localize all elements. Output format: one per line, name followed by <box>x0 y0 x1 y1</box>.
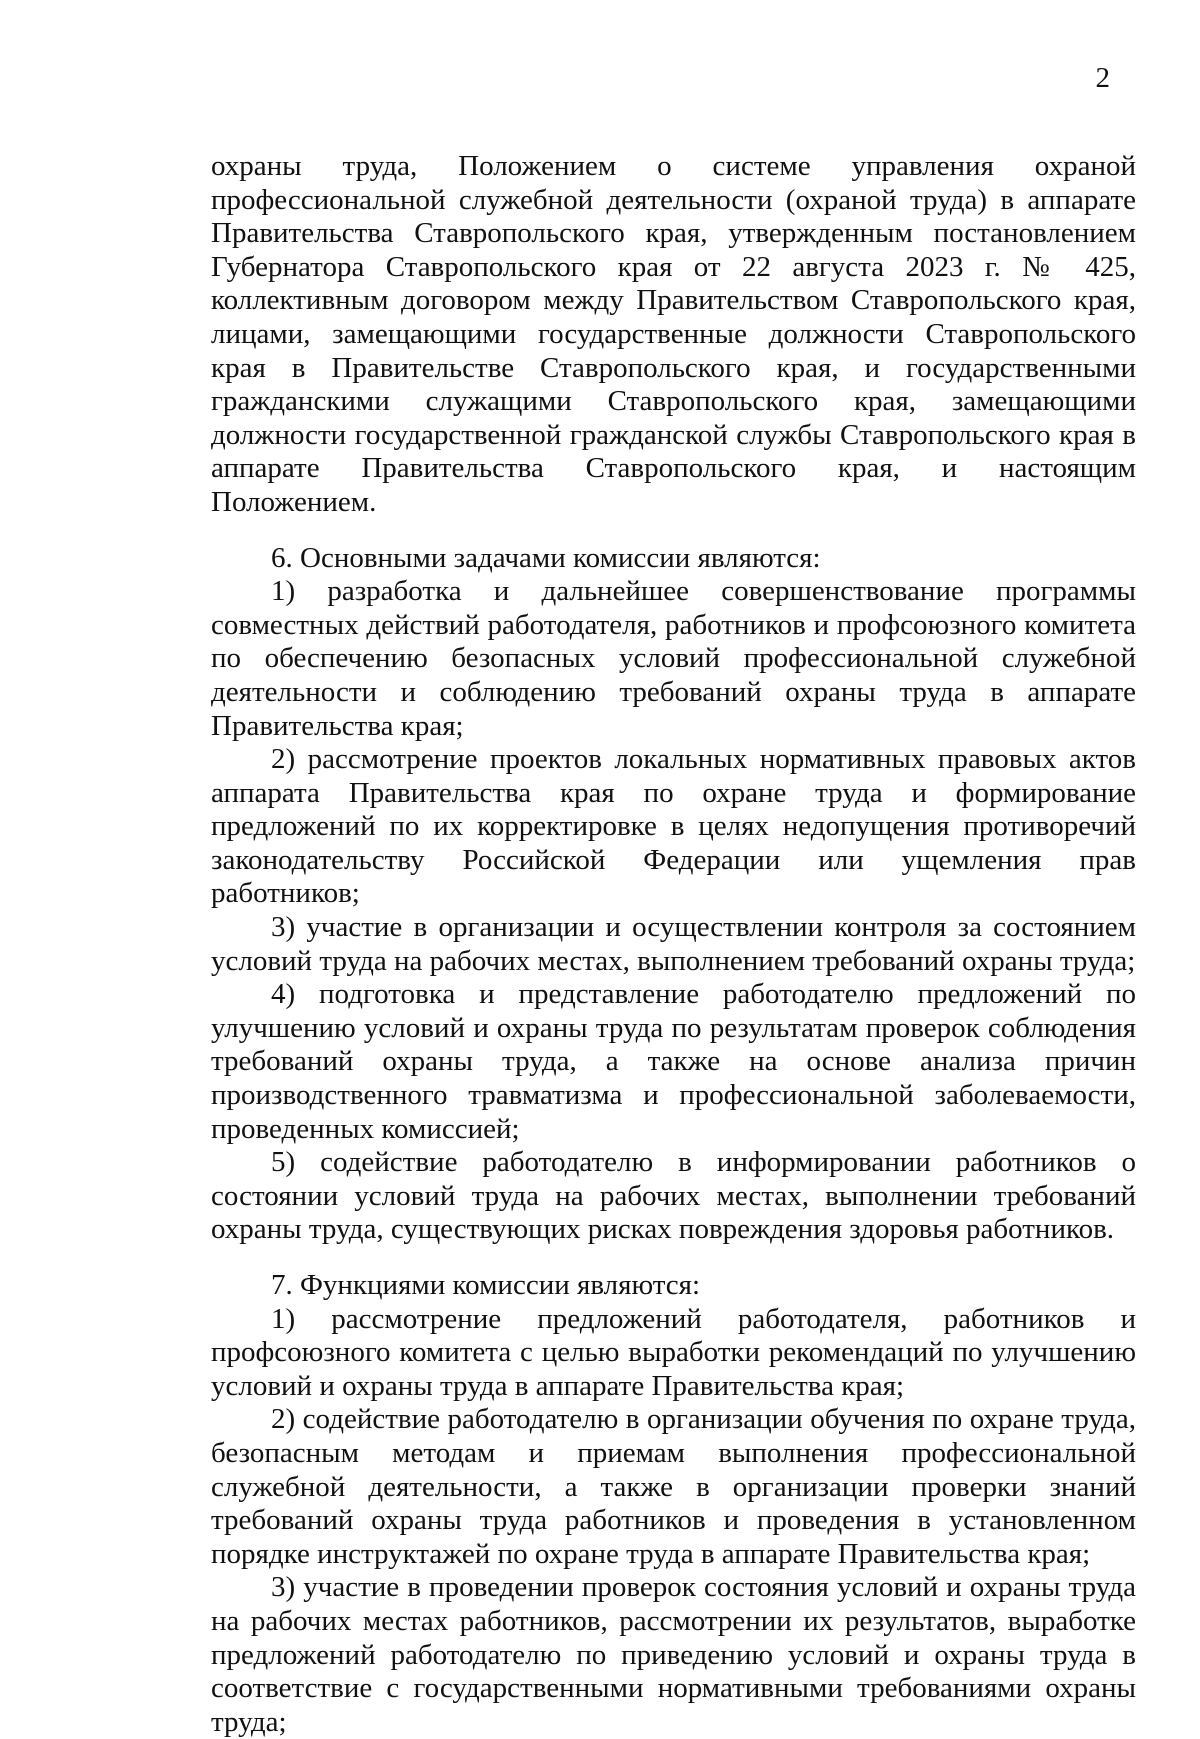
section-7-heading: 7. Функциями комиссии являются: <box>271 1269 701 1301</box>
section-6-heading: 6. Основными задачами комиссии являются: <box>271 541 821 574</box>
page-number: 2 <box>1095 62 1110 94</box>
section-6-item-2: 2) рассмотрение проектов локальных нормативных правовых актов аппарата Правительства края по охране труда и формирование предложений по их корректировке в целях недопущения противоречий законодательству Российской Федерации или ущемления прав работников; <box>211 743 1136 910</box>
section-6-item-3: 3) участие в организации и осуществлении контроля за состоянием условий труда на рабочих местах, выполнением требований охраны труда; <box>211 911 1136 977</box>
section-7-item-2: 2) содействие работодателю в организации обучения по охране труда, безопасным методам и приемам выполнения профессиональной служебной деятельности, а также в организации проверки знаний требований охраны труда работников и проведения в установленном порядке инструктажей по охране труда в аппарате Правительства края; <box>211 1403 1136 1570</box>
section-6-item-4: 4) подготовка и представление работодателю предложений по улучшению условий и охраны труда по результатам проверок соблюдения требований охраны труда, а также на основе анализа причин производственного травматизма и профессиональной заболеваемости, проведенных комиссией; <box>211 978 1136 1145</box>
intro-paragraph: охраны труда, Положением о системе управления охраной профессиональной служебной деятельности (охраной труда) в аппарате Правительства Ставропольского края, утвержденным постановлением Губернатора Ставропольского края от 22 августа 2023 г. № 425, коллективным договором между Правительством Ставропольского края, лицами, замещающими государственные должности Ставропольского края в Правительстве Ставропольского края, и государственными гражданскими служащими Ставропольского края, замещающими должности государственной гражданской службы Ставропольского края в аппарате Правительства Ставропольского края, и настоящим Положением. <box>211 150 1136 518</box>
document-body <box>211 150 1136 1739</box>
section-7-item-3: 3) участие в проведении проверок состояния условий и охраны труда на рабочих местах работников, рассмотрении их результатов, выработке предложений работодателю по приведению условий и охраны труда в соответствие с государственными нормативными требованиями охраны труда; <box>211 1571 1136 1738</box>
section-6-item-5: 5) содействие работодателю в информировании работников о состоянии условий труда на рабочих местах, выполнении требований охраны труда, существующих рисках повреждения здоровья работников. <box>211 1146 1136 1246</box>
section-6-item-1: 1) разработка и дальнейшее совершенствование программы совместных действий работодателя, работников и профсоюзного комитета по обеспечению безопасных условий профессиональной служебной деятельности и соблюдению требований охраны труда в аппарате Правительства края; <box>211 575 1136 742</box>
section-7-item-1: 1) рассмотрение предложений работодателя, работников и профсоюзного комитета с целью выработки рекомендаций по улучшению условий и охраны труда в аппарате Правительства края; <box>211 1302 1136 1402</box>
